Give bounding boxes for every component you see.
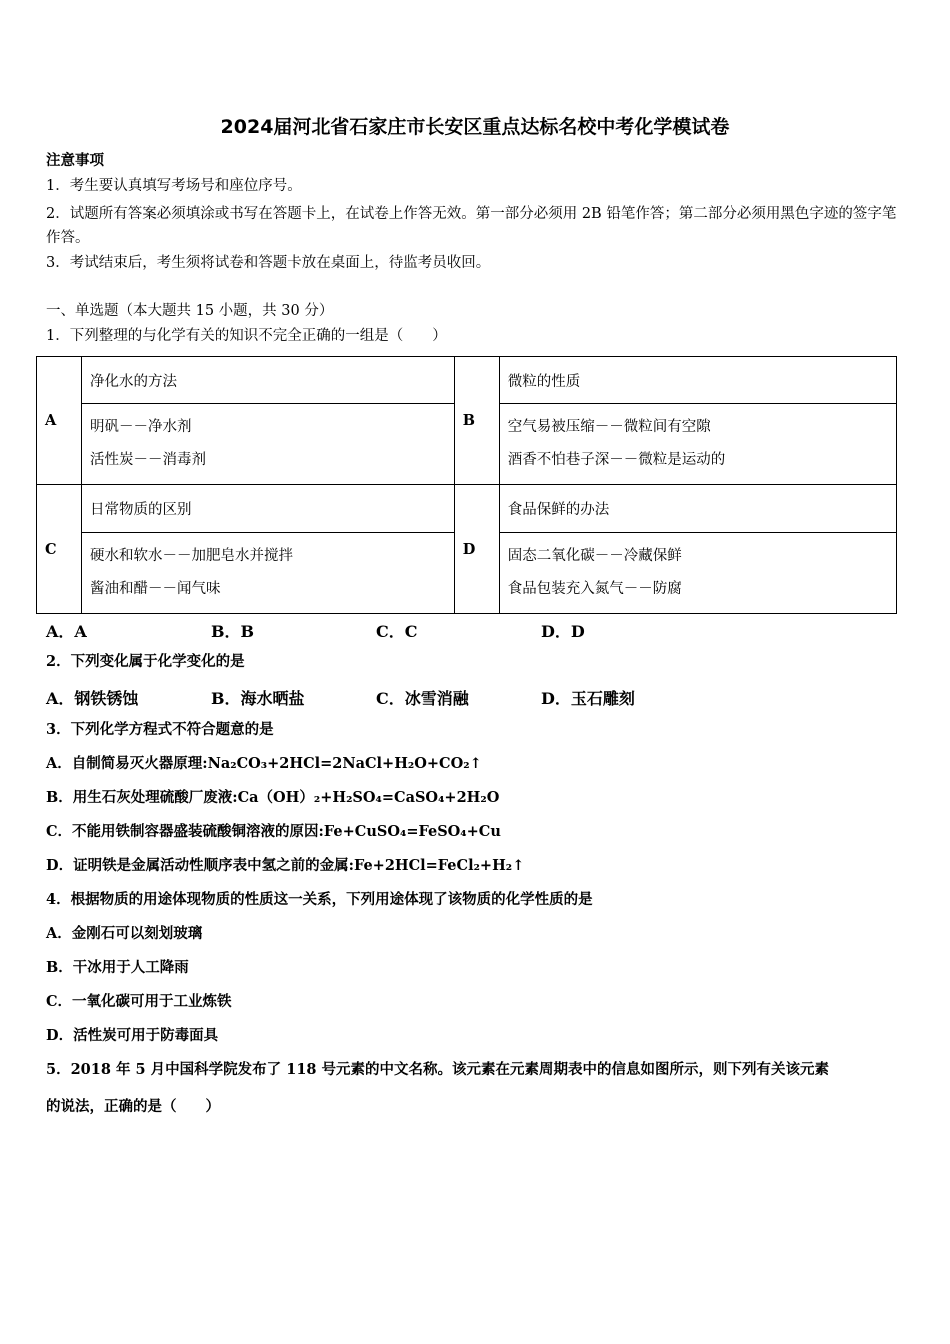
q3-c-prefix: C．不能用铁制容器盛装硫酸铜溶液的原因: [46, 823, 324, 840]
q2-option-b: B．海水晒盐 [211, 689, 305, 708]
q4-option-d: D．活性炭可用于防毒面具 [46, 1027, 219, 1044]
q1-d-line-1: 固态二氧化碳－－冷藏保鲜 [507, 547, 682, 564]
q1-b-line-1: 空气易被压缩－－微粒间有空隙 [507, 419, 711, 436]
q4-option-b: B．干冰用于人工降雨 [46, 959, 189, 976]
q1-a-line-1: 明矾－－净水剂 [90, 419, 192, 436]
notice-heading: 注意事项 [46, 152, 104, 169]
q3-a-equation: Na₂CO₃+2HCl=2NaCl+H₂O+CO₂↑ [207, 755, 482, 772]
q5-stem-line-1: 5．2018 年 5 月中国科学院发布了 118 号元素的中文名称。该元素在元素周期表中的信息如图所示，则下列有关该元素 [46, 1061, 830, 1078]
q1-option-b: B．B [211, 622, 255, 641]
q3-d-prefix: D．证明铁是金属活动性顺序表中氢之前的金属: [46, 857, 354, 874]
q4-option-c: C．一氧化碳可用于工业炼铁 [46, 993, 232, 1010]
q1-a-line-2: 活性炭－－消毒剂 [90, 452, 206, 469]
q3-c-equation: Fe+CuSO₄=FeSO₄+Cu [323, 823, 501, 840]
q2-option-c: C．冰雪消融 [376, 689, 469, 708]
q2-option-a: A．钢铁锈蚀 [46, 689, 139, 708]
q3-b-prefix: B．用生石灰处理硫酸厂废液: [46, 789, 238, 806]
q3-a-prefix: A．自制简易灭火器原理: [46, 755, 208, 772]
q1-b-line-2: 酒香不怕巷子深－－微粒是运动的 [507, 452, 726, 469]
q1-body-a [82, 404, 455, 485]
exam-title: 2024届河北省石家庄市长安区重点达标名校中考化学模试卷 [220, 116, 730, 138]
q4-stem: 4．根据物质的用途体现物质的性质这一关系，下列用途体现了该物质的化学性质的是 [46, 891, 593, 908]
q5-stem-line-2: 的说法，正确的是（ ） [46, 1098, 220, 1115]
q1-head-c: 日常物质的区别 [82, 485, 455, 532]
q1-table [36, 356, 897, 614]
q3-option-d [46, 856, 524, 876]
q1-body-c [82, 532, 455, 613]
q3-d-equation: Fe+2HCl=FeCl₂+H₂↑ [353, 857, 525, 874]
q1-body-d [499, 532, 896, 613]
q3-b-equation: Ca（OH）₂+H₂SO₄=CaSO₄+2H₂O [237, 789, 500, 806]
q3-option-c [46, 822, 501, 842]
q2-stem: 2．下列变化属于化学变化的是 [46, 653, 245, 670]
notice-item-2: 2．试题所有答案必须填涂或书写在答题卡上，在试卷上作答无效。第一部分必须用 2B 铅笔作答；第二部分必须用黑色字迹的签字笔作答。 [46, 206, 897, 246]
q2-option-d: D．玉石雕刻 [541, 689, 635, 708]
section-heading: 一、单选题（本大题共 15 小题，共 30 分） [46, 303, 334, 319]
q1-option-d: D．D [541, 622, 585, 641]
notice-item-3: 3．考试结束后，考生须将试卷和答题卡放在桌面上，待监考员收回。 [46, 255, 491, 271]
q1-body-b [499, 404, 896, 485]
q1-head-a: 净化水的方法 [82, 357, 455, 404]
q1-stem: 1．下列整理的与化学有关的知识不完全正确的一组是（ ） [46, 328, 447, 344]
q1-c-line-2: 酱油和醋－－闻气味 [90, 580, 221, 597]
q3-option-b [46, 788, 499, 808]
q1-head-d: 食品保鲜的办法 [499, 485, 896, 532]
q1-c-line-1: 硬水和软水－－加肥皂水并搅拌 [90, 547, 293, 564]
q1-option-a: A．A [46, 622, 87, 641]
q3-option-a [46, 754, 482, 774]
q4-option-a: A．金刚石可以刻划玻璃 [46, 925, 203, 942]
q1-label-c: C [37, 485, 82, 614]
q1-label-b: B [454, 357, 499, 485]
q1-head-b: 微粒的性质 [499, 357, 896, 404]
q3-stem: 3．下列化学方程式不符合题意的是 [46, 721, 274, 738]
q1-label-d: D [454, 485, 499, 614]
q1-label-a: A [37, 357, 82, 485]
q1-d-line-2: 食品包装充入氮气－－防腐 [507, 580, 682, 597]
notice-item-1: 1．考生要认真填写考场号和座位序号。 [46, 178, 302, 194]
q1-option-c: C．C [376, 622, 418, 641]
